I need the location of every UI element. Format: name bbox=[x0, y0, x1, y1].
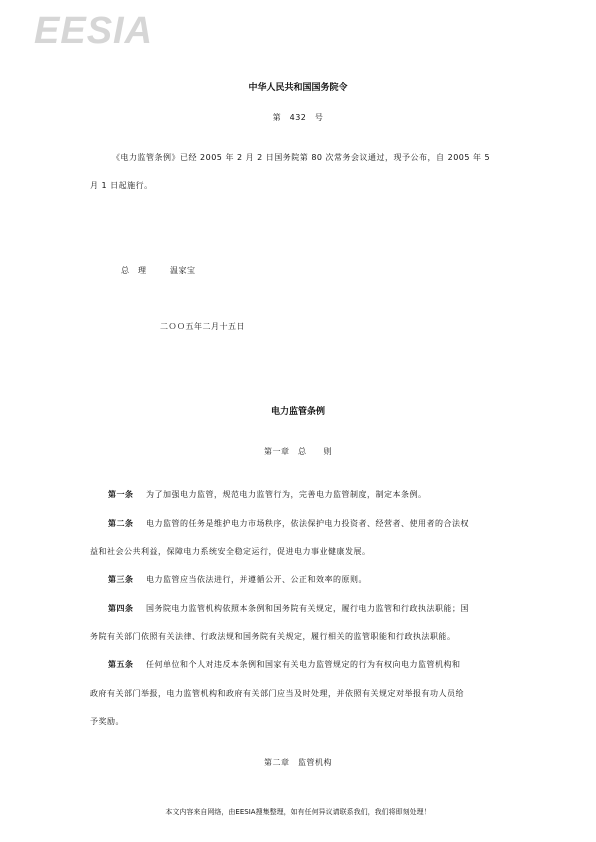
promulgation-line-1: 《电力监管条例》已经 2005 年 2 月 2 日国务院第 80 次常务会议通过，现予公布，自 2005 年 5 bbox=[112, 153, 491, 162]
footer-disclaimer: 本文内容来自网络，由EESIA搜集整理，如有任何异议请联系我们，我们将即刻处理！ bbox=[165, 808, 431, 816]
article-1-line-1: 为了加强电力监管，规范电力监管行为，完善电力监管制度，制定本条例。 bbox=[146, 490, 427, 499]
article-2-line-2: 益和社会公共利益，保障电力系统安全稳定运行，促进电力事业健康发展。 bbox=[90, 547, 371, 556]
article-3-line-1: 电力监管应当依法进行，并遵循公开、公正和效率的原则。 bbox=[146, 575, 367, 584]
article-5-line-1: 任何单位和个人对违反本条例和国家有关电力监管规定的行为有权向电力监管机构和 bbox=[146, 660, 461, 669]
article-4-label: 第四条 bbox=[108, 604, 134, 613]
eesia-logo: EESIA bbox=[34, 10, 154, 52]
article-5-label: 第五条 bbox=[108, 660, 134, 669]
signatory-title: 总 理 bbox=[121, 266, 147, 275]
order-number: 第 432 号 bbox=[272, 113, 324, 122]
signing-date: 二ＯＯ五年二月十五日 bbox=[160, 322, 245, 331]
order-title: 中华人民共和国国务院令 bbox=[248, 83, 348, 93]
article-4-line-1: 国务院电力监管机构依照本条例和国务院有关规定，履行电力监管和行政执法职能；国 bbox=[146, 604, 469, 613]
chapter-2-heading: 第二章 监管机构 bbox=[264, 758, 332, 767]
promulgation-line-2: 月 1 日起施行。 bbox=[90, 181, 153, 190]
article-1-label: 第一条 bbox=[108, 490, 134, 499]
article-5-line-2: 政府有关部门举报，电力监管机构和政府有关部门应当及时处理，并依照有关规定对举报有功人员给 bbox=[90, 689, 464, 698]
article-4-line-2: 务院有关部门依照有关法律、行政法规和国务院有关规定，履行相关的监管职能和行政执法职能。 bbox=[90, 632, 456, 641]
article-2-line-1: 电力监管的任务是维护电力市场秩序，依法保护电力投资者、经营者、使用者的合法权 bbox=[146, 519, 469, 528]
article-2-label: 第二条 bbox=[108, 519, 134, 528]
chapter-1-heading: 第一章 总 则 bbox=[264, 447, 332, 456]
signatory-name: 温家宝 bbox=[170, 266, 196, 275]
article-3-label: 第三条 bbox=[108, 575, 134, 584]
regulation-title: 电力监管条例 bbox=[270, 407, 325, 417]
article-5-line-3: 予奖励。 bbox=[90, 717, 124, 726]
